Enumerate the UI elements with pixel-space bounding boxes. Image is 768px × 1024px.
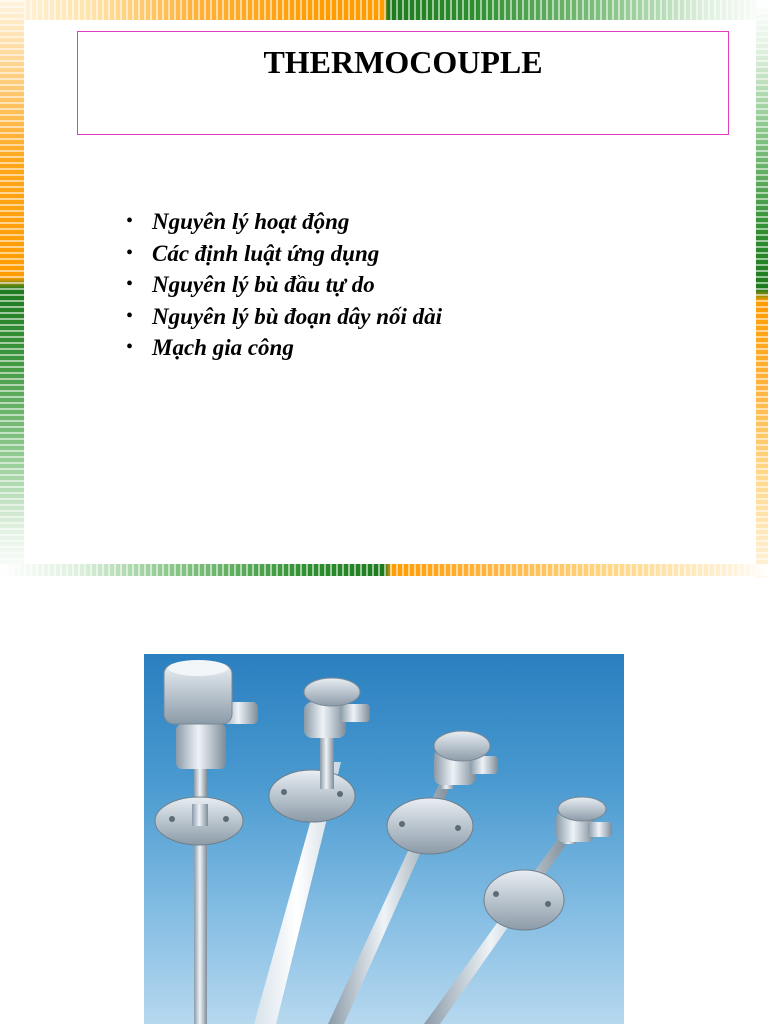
thermocouple-probe-1 bbox=[155, 660, 258, 1024]
bullet-icon: • bbox=[126, 336, 134, 358]
slide-title: THERMOCOUPLE bbox=[263, 44, 543, 80]
decorative-stripe-bottom bbox=[0, 564, 768, 576]
list-item bbox=[126, 269, 442, 301]
decorative-stripe-left bbox=[0, 0, 24, 578]
bullet-text: Các định luật ứng dụng bbox=[152, 240, 380, 266]
list-item bbox=[126, 238, 442, 270]
thermocouple-probe-3 bbox=[328, 731, 498, 1024]
decorative-stripe-right bbox=[756, 0, 768, 578]
thermocouple-photo bbox=[144, 654, 624, 1024]
decorative-stripe-top bbox=[0, 0, 768, 20]
list-item bbox=[126, 206, 442, 238]
bullet-icon: • bbox=[126, 273, 134, 295]
bullet-icon: • bbox=[126, 241, 134, 264]
bullet-text: Nguyên lý bù đầu tự do bbox=[152, 272, 375, 297]
bullet-icon: • bbox=[126, 210, 134, 232]
bullet-text: Mạch gia công bbox=[152, 335, 294, 360]
bullet-icon: • bbox=[126, 304, 134, 327]
bullet-list bbox=[126, 206, 442, 364]
list-item bbox=[126, 301, 442, 333]
bullet-text: Nguyên lý bù đoạn dây nối dài bbox=[152, 303, 443, 329]
list-item bbox=[126, 332, 442, 364]
bullet-text: Nguyên lý hoạt động bbox=[152, 209, 350, 234]
title-placeholder bbox=[77, 31, 729, 135]
